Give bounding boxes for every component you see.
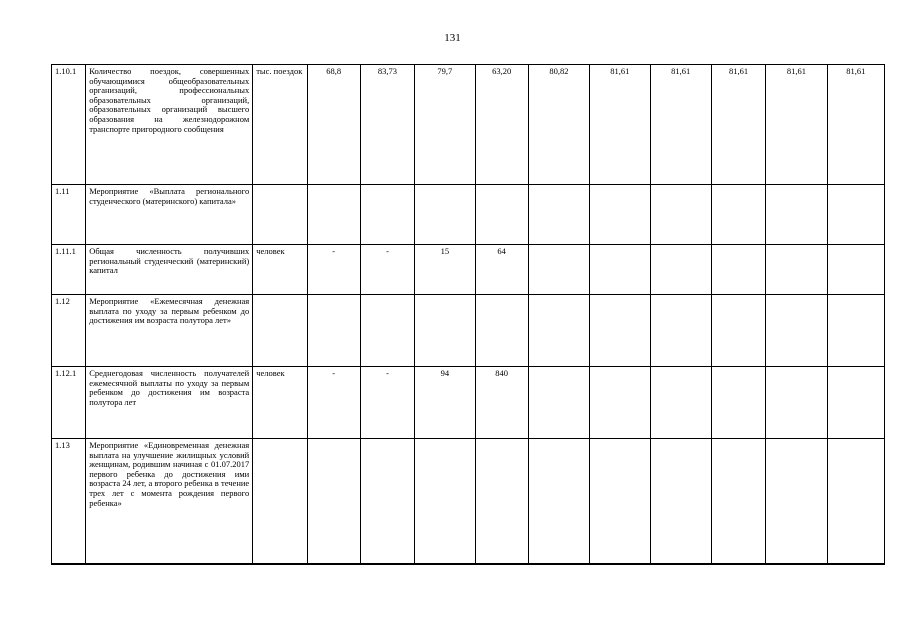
page-number: 131 xyxy=(444,32,461,44)
row-description: Среднегодовая численность получателей ежемесячной выплаты по уходу за первым ребенком до достижения им возраста полутора лет xyxy=(86,367,253,439)
row-value-cell: 81,61 xyxy=(827,65,884,185)
row-value-cell xyxy=(590,295,650,367)
row-value-cell: 94 xyxy=(415,367,475,439)
row-value-cell xyxy=(415,295,475,367)
row-value-cell xyxy=(590,367,650,439)
table-row xyxy=(52,185,885,245)
row-description: Количество поездок, совершенных обучающимися общеобразовательных организаций, профессиональных образовательных организаций, образовательных организаций высшего образования на железнодорожном транспорте пригородного сообщения xyxy=(86,65,253,185)
row-value-cell: 15 xyxy=(415,245,475,295)
row-unit xyxy=(253,295,307,367)
row-value-cell xyxy=(475,185,528,245)
row-value-cell xyxy=(711,245,765,295)
row-description: Мероприятие «Выплата регионального студенческого (материнского) капитала» xyxy=(86,185,253,245)
row-value-cell: 83,73 xyxy=(360,65,414,185)
row-description: Мероприятие «Ежемесячная денежная выплата по уходу за первым ребенком до достижения им возраста полутора лет» xyxy=(86,295,253,367)
row-code: 1.12.1 xyxy=(52,367,86,439)
row-value-cell xyxy=(528,185,589,245)
row-value-cell xyxy=(650,439,711,564)
row-value-cell: - xyxy=(360,367,414,439)
row-value-cell xyxy=(827,295,884,367)
row-value-cell xyxy=(650,245,711,295)
row-unit xyxy=(253,185,307,245)
row-value-cell xyxy=(528,367,589,439)
row-value-cell: 68,8 xyxy=(307,65,360,185)
row-value-cell xyxy=(360,185,414,245)
row-value-cell: - xyxy=(307,367,360,439)
row-value-cell xyxy=(827,367,884,439)
row-value-cell: 80,82 xyxy=(528,65,589,185)
row-value-cell xyxy=(415,439,475,564)
row-unit xyxy=(253,439,307,564)
row-value-cell xyxy=(307,185,360,245)
row-value-cell xyxy=(307,439,360,564)
table-row xyxy=(52,439,885,564)
row-value-cell xyxy=(711,367,765,439)
table-row xyxy=(52,245,885,295)
row-value-cell: 81,61 xyxy=(711,65,765,185)
table-row xyxy=(52,367,885,439)
row-value-cell: 81,61 xyxy=(650,65,711,185)
row-code: 1.13 xyxy=(52,439,86,564)
row-value-cell xyxy=(711,439,765,564)
row-value-cell xyxy=(650,185,711,245)
row-value-cell xyxy=(711,185,765,245)
row-value-cell xyxy=(528,245,589,295)
row-value-cell: 64 xyxy=(475,245,528,295)
row-value-cell xyxy=(711,295,765,367)
row-value-cell: 79,7 xyxy=(415,65,475,185)
table-body xyxy=(52,65,885,564)
row-value-cell xyxy=(827,245,884,295)
row-value-cell: 840 xyxy=(475,367,528,439)
row-description: Общая численность получивших региональный студенческий (материнский) капитал xyxy=(86,245,253,295)
row-value-cell xyxy=(650,295,711,367)
row-value-cell xyxy=(590,439,650,564)
row-description: Мероприятие «Единовременная денежная выплата на улучшение жилищных условий женщинам, родившим начиная с 01.07.2017 первого ребенка до достижения ими возраста 24 лет, а второго ребенка в течение трех лет с момента рождения первого ребенка» xyxy=(86,439,253,564)
row-value-cell xyxy=(766,185,827,245)
row-code: 1.10.1 xyxy=(52,65,86,185)
row-value-cell xyxy=(475,295,528,367)
row-value-cell: 81,61 xyxy=(590,65,650,185)
row-value-cell: - xyxy=(360,245,414,295)
row-unit: человек xyxy=(253,367,307,439)
row-value-cell xyxy=(590,245,650,295)
row-value-cell xyxy=(650,367,711,439)
row-value-cell xyxy=(766,245,827,295)
row-code: 1.11 xyxy=(52,185,86,245)
row-value-cell xyxy=(590,185,650,245)
row-value-cell xyxy=(360,439,414,564)
row-unit: человек xyxy=(253,245,307,295)
row-value-cell: 63,20 xyxy=(475,65,528,185)
row-code: 1.11.1 xyxy=(52,245,86,295)
row-value-cell xyxy=(827,439,884,564)
row-value-cell xyxy=(528,439,589,564)
row-value-cell: - xyxy=(307,245,360,295)
row-value-cell xyxy=(766,367,827,439)
table-row xyxy=(52,65,885,185)
row-value-cell xyxy=(766,439,827,564)
row-value-cell xyxy=(415,185,475,245)
row-value-cell xyxy=(528,295,589,367)
row-value-cell: 81,61 xyxy=(766,65,827,185)
row-unit: тыс. поездок xyxy=(253,65,307,185)
row-value-cell xyxy=(827,185,884,245)
row-value-cell xyxy=(475,439,528,564)
row-code: 1.12 xyxy=(52,295,86,367)
indicators-table xyxy=(51,64,885,565)
row-value-cell xyxy=(766,295,827,367)
row-value-cell xyxy=(360,295,414,367)
table-row xyxy=(52,295,885,367)
row-value-cell xyxy=(307,295,360,367)
